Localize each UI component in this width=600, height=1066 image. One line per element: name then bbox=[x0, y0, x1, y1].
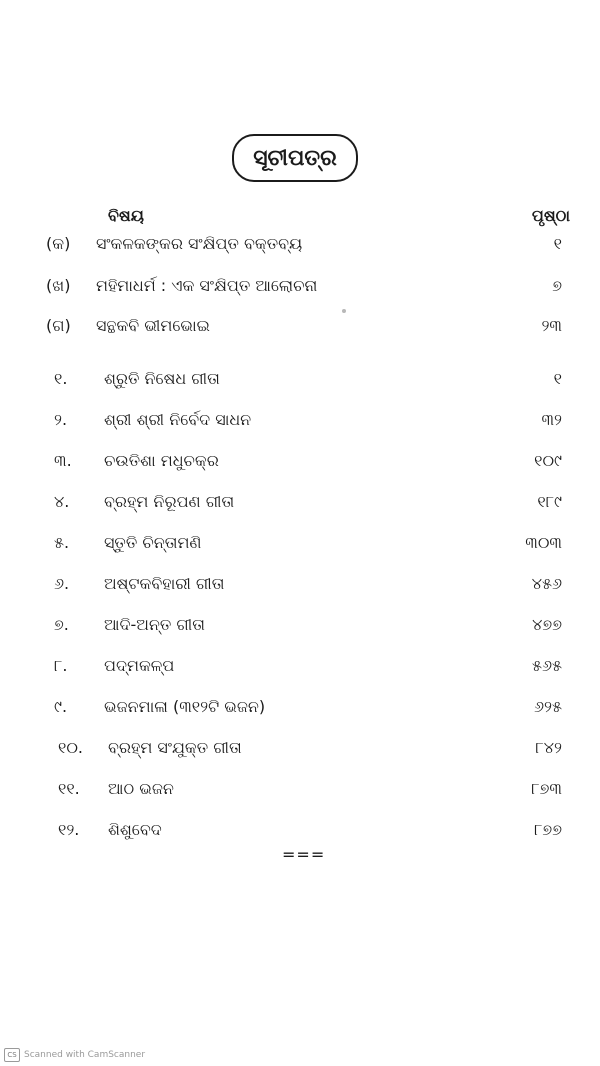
end-mark: === bbox=[282, 845, 326, 864]
toc-row bbox=[0, 815, 600, 845]
toc-item-number: ୪. bbox=[54, 492, 70, 511]
toc-item-page: ୮୭୭ bbox=[534, 820, 562, 839]
toc-item-page: ୧୦୯ bbox=[534, 451, 562, 470]
toc-item-number: (ଖ) bbox=[46, 276, 71, 295]
toc-item-title: ଭଜନମାଳା (୩୧୨ଟି ଭଜନ) bbox=[104, 697, 266, 716]
toc-item-page: ୪୫୬ bbox=[531, 574, 562, 593]
toc-item-number: ୮. bbox=[54, 656, 68, 675]
toc-intro-row bbox=[0, 311, 600, 341]
toc-item-title: ସଂକଳକଙ୍କର ସଂକ୍ଷିପ୍ତ ବକ୍ତବ୍ୟ bbox=[96, 234, 303, 253]
toc-row bbox=[0, 692, 600, 722]
camscanner-logo-icon: CS bbox=[4, 1048, 20, 1062]
toc-item-number: ୧. bbox=[54, 369, 68, 388]
toc-item-page: ୩୦୩ bbox=[525, 533, 562, 552]
toc-item-title: ଆଦି-ଅନ୍ତ ଗୀତା bbox=[104, 615, 205, 634]
toc-item-number: ୩. bbox=[54, 451, 72, 470]
toc-item-title: ସନ୍ଥକବି ଭୀମଭୋଇ bbox=[96, 316, 210, 335]
toc-item-title: ଅଷ୍ଟକବିହାରୀ ଗୀତା bbox=[104, 574, 225, 593]
toc-item-title: ଆଠ ଭଜନ bbox=[108, 779, 174, 798]
toc-row bbox=[0, 569, 600, 599]
toc-item-title: ଶ୍ରୁତି ନିଷେଧ ଗୀତା bbox=[104, 369, 220, 388]
watermark-text: Scanned with CamScanner bbox=[24, 1050, 146, 1060]
toc-item-title: ଶ୍ରୀ ଶ୍ରୀ ନିର୍ବେଦ ସାଧନ bbox=[104, 410, 252, 429]
toc-item-page: ୧୮୯ bbox=[537, 492, 562, 511]
toc-item-page: ୭ bbox=[552, 276, 562, 295]
toc-item-page: ୨୩ bbox=[541, 316, 562, 335]
toc-intro-row bbox=[0, 229, 600, 259]
toc-intro-row bbox=[0, 271, 600, 301]
toc-item-number: ୭. bbox=[54, 615, 69, 634]
toc-row bbox=[0, 364, 600, 394]
toc-row bbox=[0, 774, 600, 804]
toc-item-page: ୧ bbox=[553, 369, 562, 388]
toc-item-page: ୮୪୨ bbox=[535, 738, 562, 757]
toc-item-page: ୮୭୩ bbox=[531, 779, 562, 798]
toc-row bbox=[0, 528, 600, 558]
toc-item-title: ସ୍ତୁତି ଚିନ୍ତାମଣି bbox=[104, 533, 202, 552]
toc-item-title: ପଦ୍ମକଳ୍ପ bbox=[104, 656, 175, 675]
scanner-watermark bbox=[4, 1048, 145, 1062]
toc-item-number: (ଗ) bbox=[46, 316, 71, 335]
toc-row bbox=[0, 610, 600, 640]
toc-row bbox=[0, 651, 600, 681]
toc-row bbox=[0, 405, 600, 435]
toc-item-page: ୪୭୭ bbox=[532, 615, 562, 634]
toc-row bbox=[0, 446, 600, 476]
toc-row bbox=[0, 733, 600, 763]
page-column-header: ପୃଷ୍ଠା bbox=[531, 206, 570, 225]
toc-item-number: ୧୦. bbox=[58, 738, 84, 757]
toc-item-title: ମହିମାଧର୍ମ : ଏକ ସଂକ୍ଷିପ୍ତ ଆଲୋଚନା bbox=[96, 276, 318, 295]
toc-row bbox=[0, 487, 600, 517]
toc-item-page: ୩୨ bbox=[541, 410, 562, 429]
toc-item-page: ୧ bbox=[553, 234, 562, 253]
toc-item-number: ୨. bbox=[54, 410, 68, 429]
toc-item-title: ଚଉତିଶା ମଧୁଚକ୍ର bbox=[104, 451, 219, 470]
toc-item-number: ୧୨. bbox=[58, 820, 80, 839]
toc-item-page: ୫୬୫ bbox=[531, 656, 562, 675]
toc-item-title: ଶିଶୁବେଦ bbox=[108, 820, 162, 839]
toc-item-number: (କ) bbox=[46, 234, 71, 253]
toc-item-title: ବ୍ରହ୍ମ ନିରୂପଣ ଗୀତା bbox=[104, 492, 235, 511]
toc-item-number: ୧୧. bbox=[58, 779, 80, 798]
toc-item-title: ବ୍ରହ୍ମ ସଂଯୁକ୍ତ ଗୀତା bbox=[108, 738, 242, 757]
toc-item-number: ୬. bbox=[54, 574, 70, 593]
subject-column-header: ବିଷୟ bbox=[108, 206, 144, 225]
toc-item-page: ୬୨୫ bbox=[533, 697, 562, 716]
scan-speck bbox=[342, 309, 346, 313]
toc-item-number: ୫. bbox=[54, 533, 70, 552]
toc-item-number: ୯. bbox=[54, 697, 68, 716]
page-title: ସୂଚୀପତ୍ର bbox=[232, 134, 358, 182]
